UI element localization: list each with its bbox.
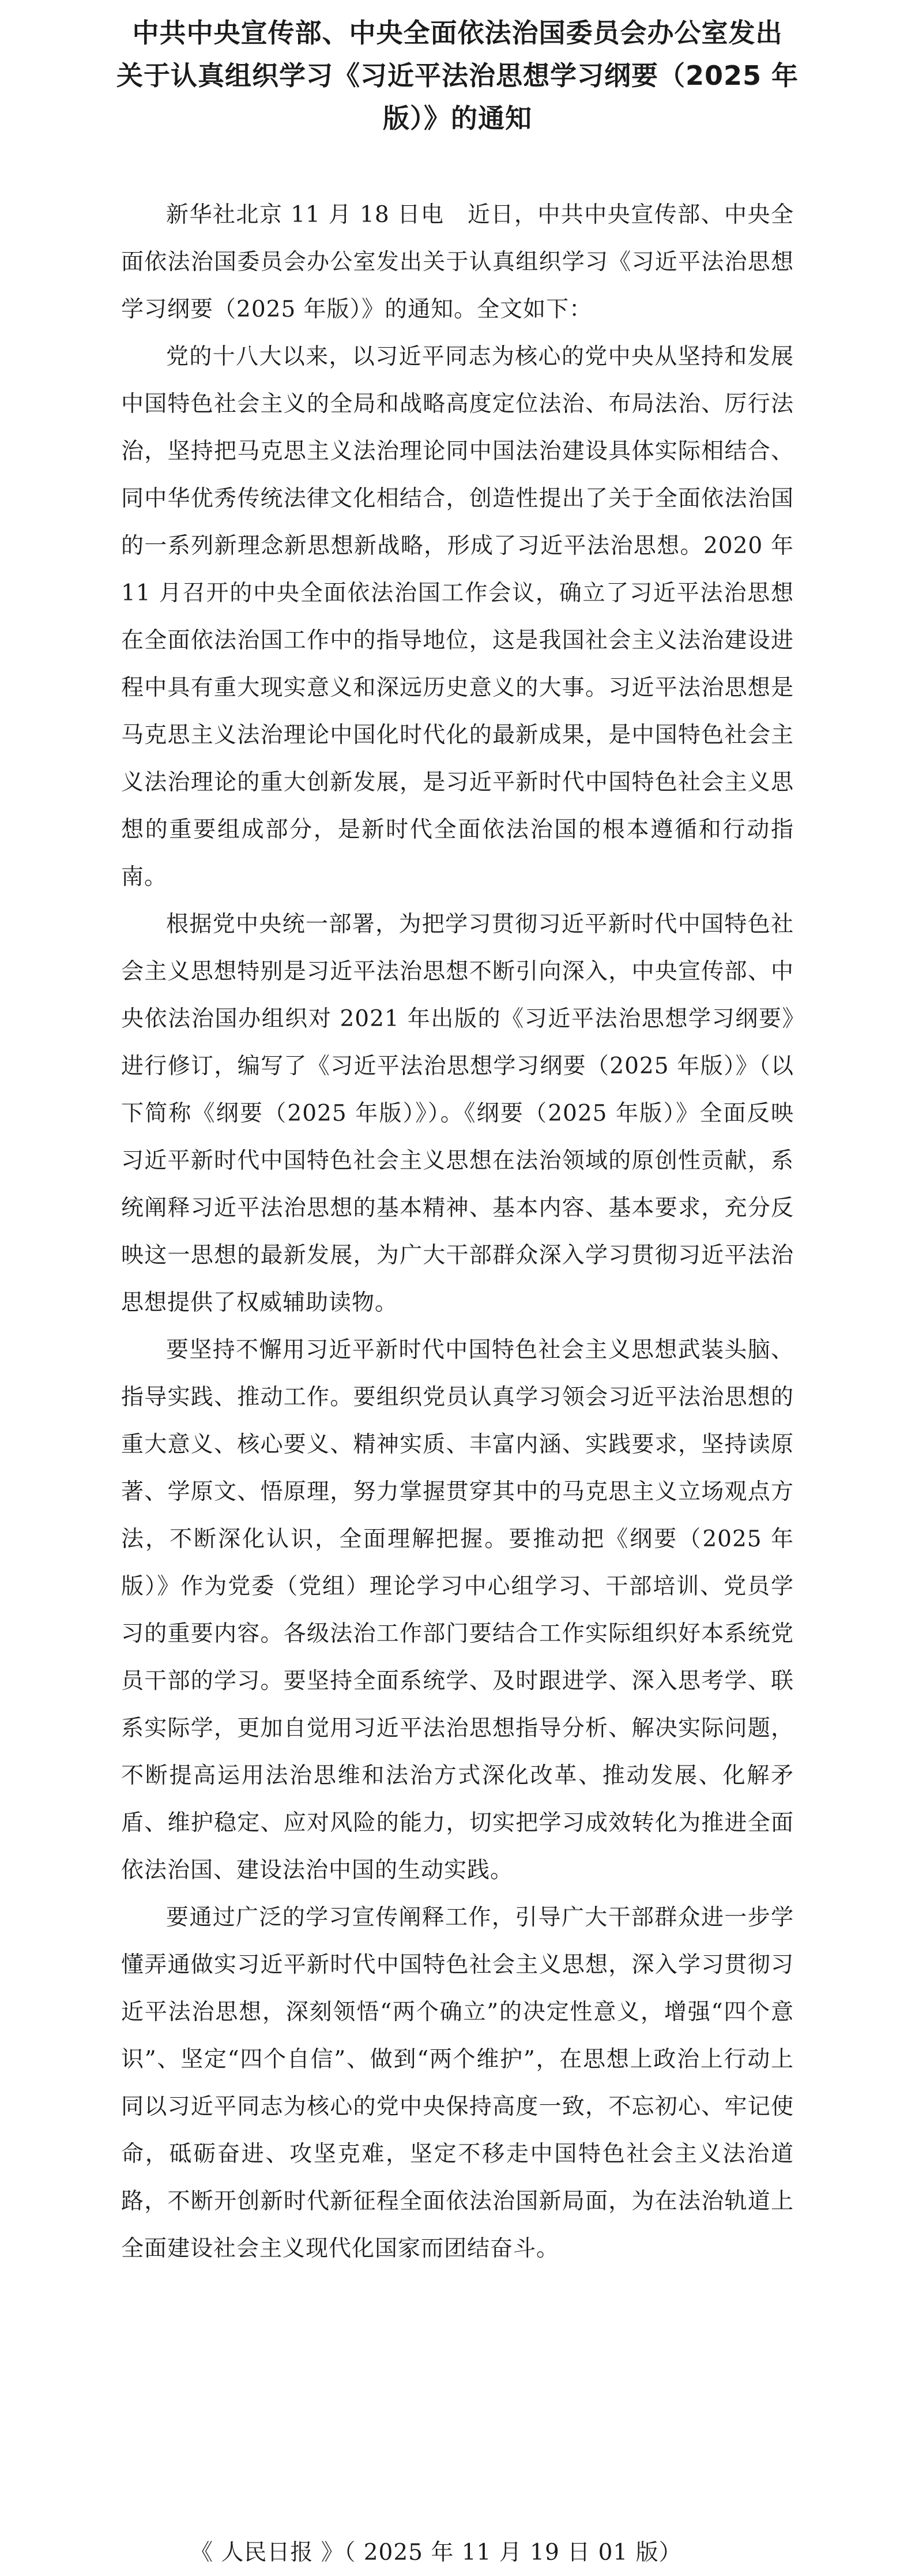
source-citation: 《 人民日报 》（ 2025 年 11 月 19 日 01 版）	[190, 2540, 682, 2566]
title-line: 中共中央宣传部、中央全面依法治国委员会办公室发出	[132, 17, 783, 48]
article-body	[86, 191, 829, 2273]
title-line: 关于认真组织学习《习近平法治思想学习纲要（2025 年	[116, 60, 799, 91]
article-paragraph: 根据党中央统一部署，为把学习贯彻习近平新时代中国特色社会主义思想特别是习近平法治思想不断引向深入，中央宣传部、中央依法治国办组织对 2021 年出版的《习近平法治思想学习纲要》进行修订，编写了《习近平法治思想学习纲要（2025 年版）》（以下简称《纲要（2025 年版）》）。《纲要（2025 年版）》全面反映习近平新时代中国特色社会主义思想在法治领域的原创性贡献，系统阐释习近平法治思想的基本精神、基本内容、基本要求，充分反映这一思想的最新发展，为广大干部群众深入学习贯彻习近平法治思想提供了权威辅助读物。	[121, 911, 794, 1316]
article-paragraph: 要通过广泛的学习宣传阐释工作，引导广大干部群众进一步学懂弄通做实习近平新时代中国特色社会主义思想，深入学习贯彻习近平法治思想，深刻领悟“两个确立”的决定性意义，增强“四个意识”、坚定“四个自信”、做到“两个维护”，在思想上政治上行动上同以习近平同志为核心的党中央保持高度一致，不忘初心、牢记使命，砥砺奋进、攻坚克难，坚定不移走中国特色社会主义法治道路，不断开创新时代新征程全面依法治国新局面，为在法治轨道上全面建设社会主义现代化国家而团结奋斗。	[121, 1905, 794, 2262]
article-paragraph: 新华社北京 11 月 18 日电 近日，中共中央宣传部、中央全面依法治国委员会办公室发出关于认真组织学习《习近平法治思想学习纲要（2025 年版）》的通知。全文如下：	[121, 202, 794, 322]
title-line: 版）》的通知	[383, 103, 532, 134]
article-paragraph: 要坚持不懈用习近平新时代中国特色社会主义思想武装头脑、指导实践、推动工作。要组织党员认真学习领会习近平法治思想的重大意义、核心要义、精神实质、丰富内涵、实践要求，坚持读原著、学原文、悟原理，努力掌握贯穿其中的马克思主义立场观点方法，不断深化认识，全面理解把握。要推动把《纲要（2025 年版）》作为党委（党组）理论学习中心组学习、干部培训、党员学习的重要内容。各级法治工作部门要结合工作实际组织好本系统党员干部的学习。要坚持全面系统学、及时跟进学、深入思考学、联系实际学，更加自觉用习近平法治思想指导分析、解决实际问题，不断提高运用法治思维和法治方式深化改革、推动发展、化解矛盾、维护稳定、应对风险的能力，切实把学习成效转化为推进全面依法治国、建设法治中国的生动实践。	[121, 1337, 794, 1883]
article-title	[86, 0, 829, 140]
article-paragraph: 党的十八大以来，以习近平同志为核心的党中央从坚持和发展中国特色社会主义的全局和战略高度定位法治、布局法治、厉行法治，坚持把马克思主义法治理论同中国法治建设具体实际相结合、同中华优秀传统法律文化相结合，创造性提出了关于全面依法治国的一系列新理念新思想新战略，形成了习近平法治思想。2020 年 11 月召开的中央全面依法治国工作会议，确立了习近平法治思想在全面依法治国工作中的指导地位，这是我国社会主义法治建设进程中具有重大现实意义和深远历史意义的大事。习近平法治思想是马克思主义法治理论中国化时代化的最新成果，是中国特色社会主义法治理论的重大创新发展，是习近平新时代中国特色社会主义思想的重要组成部分，是新时代全面依法治国的根本遵循和行动指南。	[121, 344, 794, 890]
